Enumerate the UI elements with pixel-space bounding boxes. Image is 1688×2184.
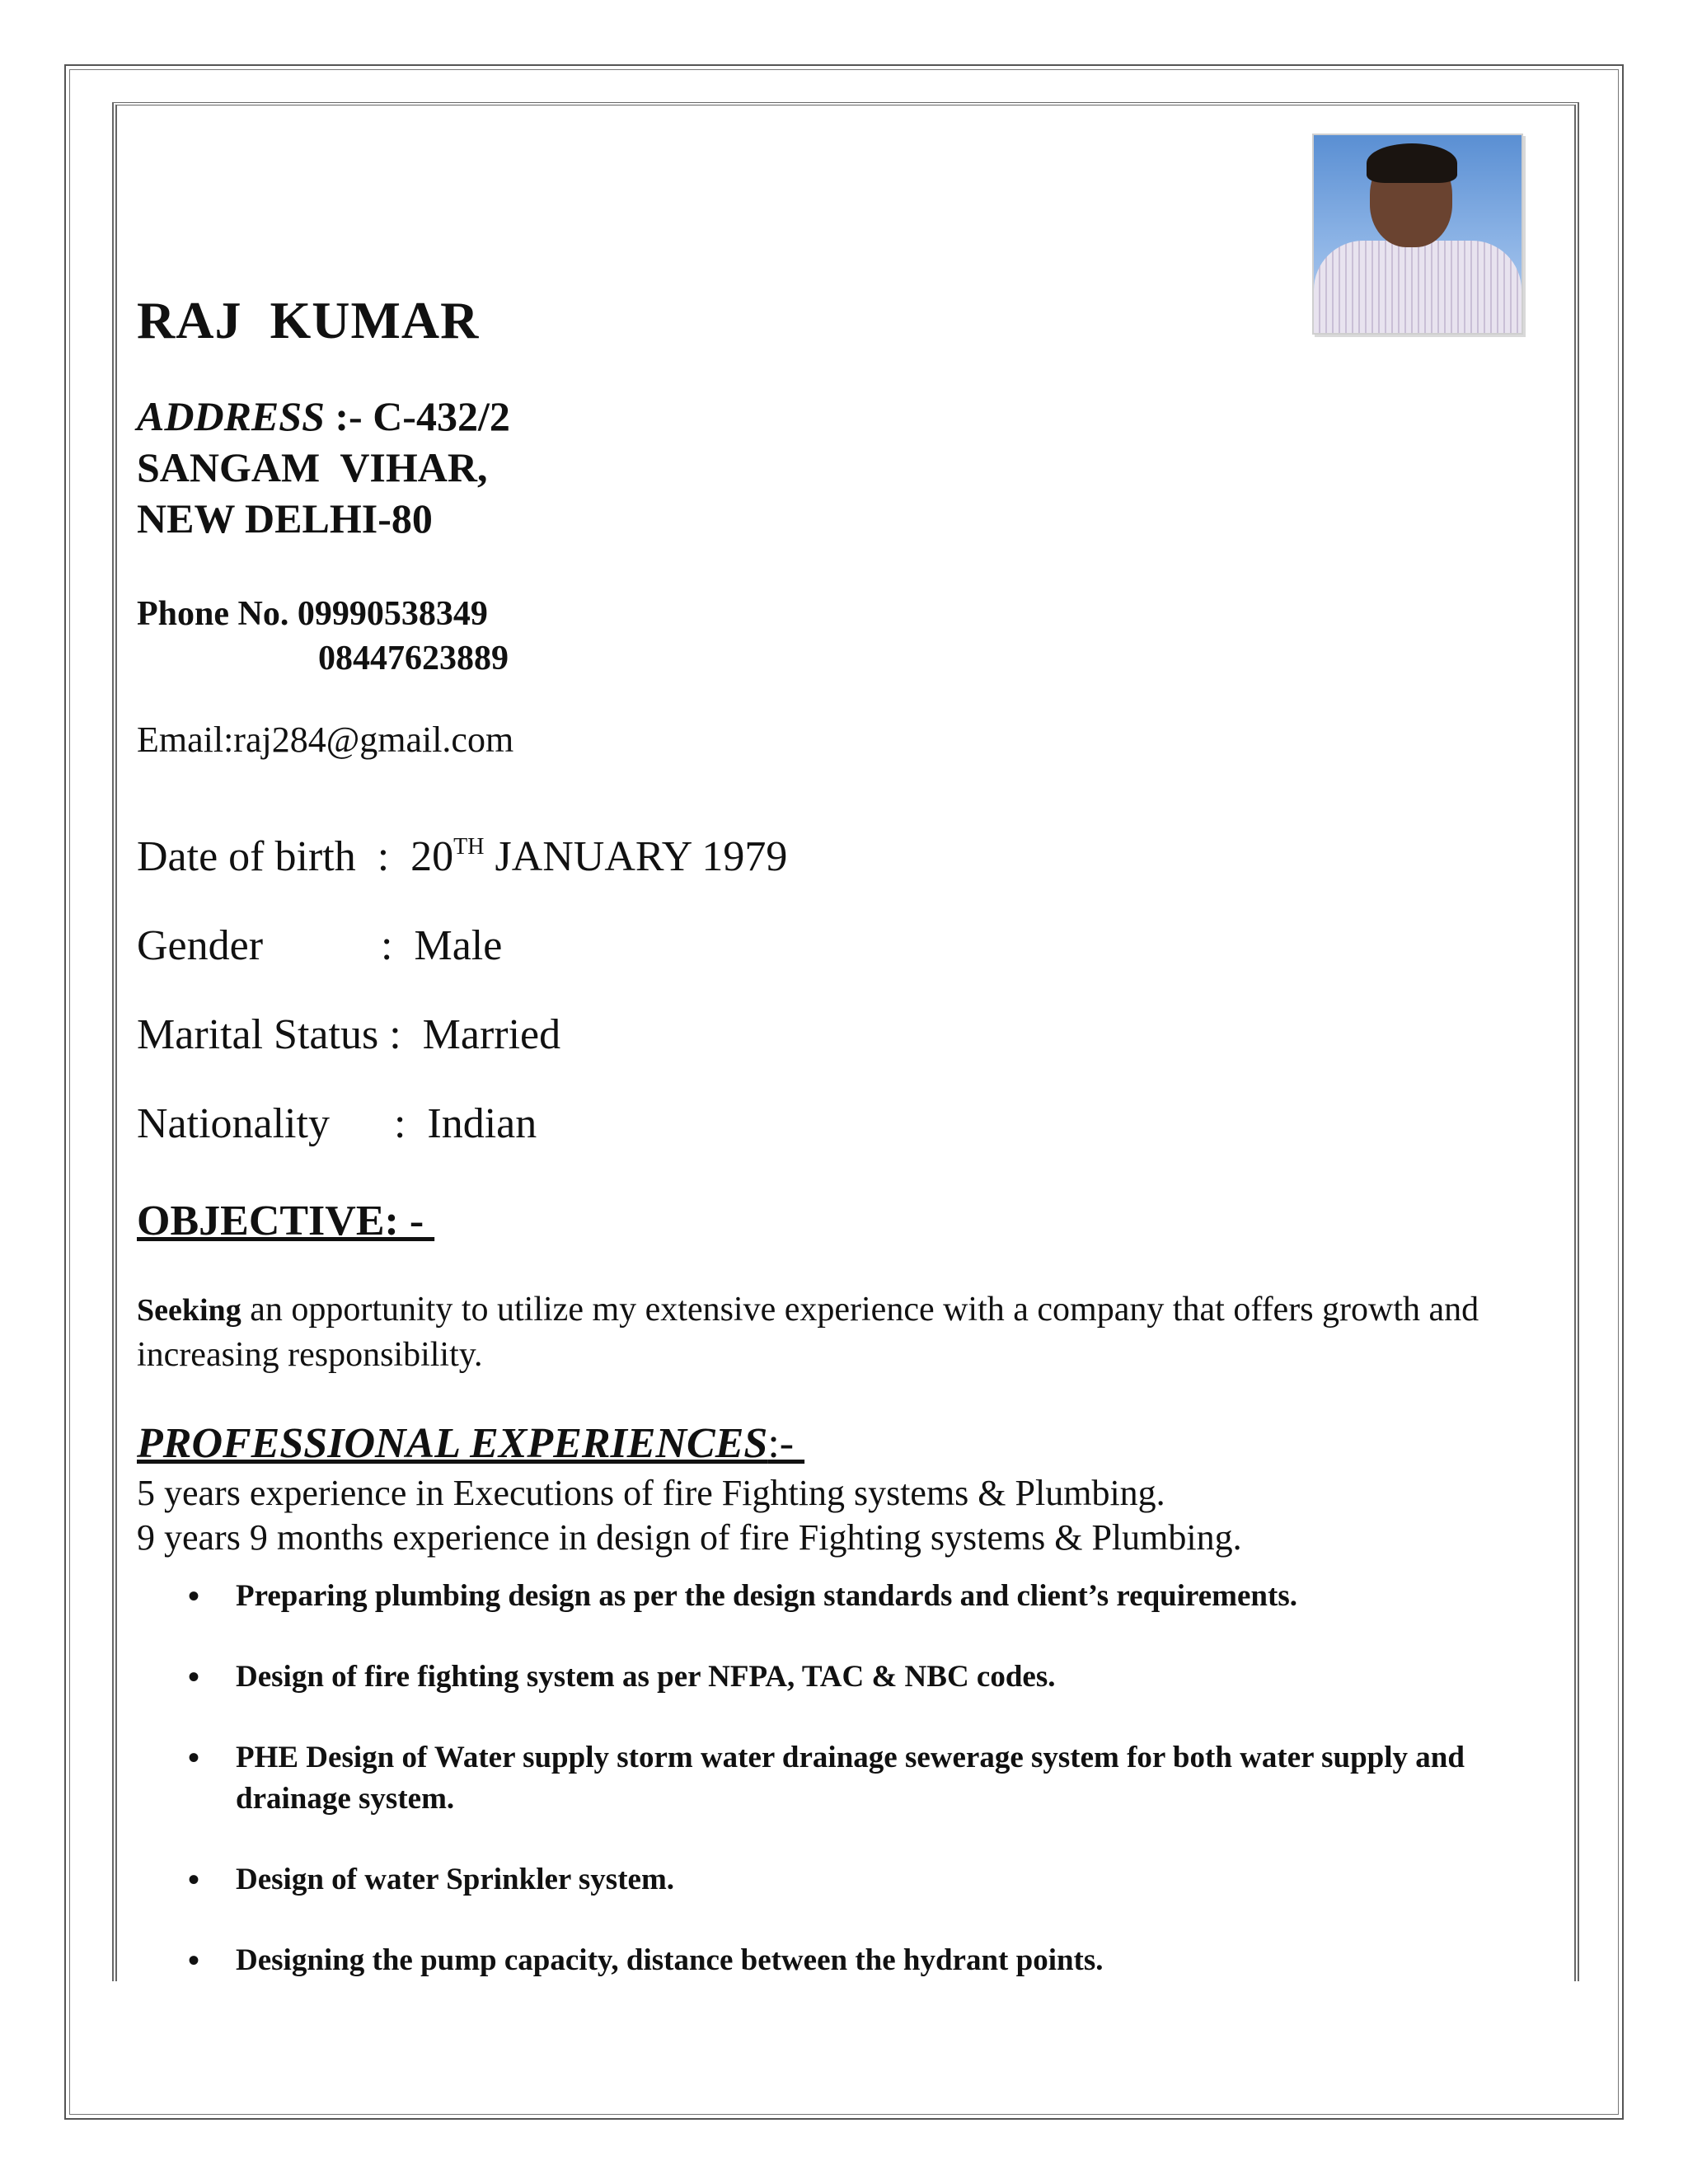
marital-status-row <box>137 1010 560 1059</box>
dob-month-year: JANUARY 1979 <box>484 833 788 880</box>
gender-value: Male <box>414 922 503 969</box>
professional-experience-heading <box>137 1419 804 1468</box>
objective-lead-word: Seeking <box>137 1293 241 1328</box>
bullet-icon: • <box>188 1861 200 1898</box>
photo-shirt <box>1314 241 1522 335</box>
objective-text <box>137 1287 1554 1377</box>
list-item <box>137 1737 1554 1820</box>
bullet-text: PHE Design of Water supply storm water drainage sewerage system for both water supply and drainage system. <box>236 1741 1465 1816</box>
list-item <box>137 1576 1554 1617</box>
phone-number-2: 08447623889 <box>318 640 509 677</box>
list-item <box>137 1940 1554 1981</box>
address-label: ADDRESS <box>137 393 325 439</box>
email-line: Email:raj284@gmail.com <box>137 719 514 760</box>
experience-summary-line-2: 9 years 9 months experience in design of fire Fighting systems & Plumbing. <box>137 1517 1242 1558</box>
marital-status-label: Marital Status <box>137 1011 379 1058</box>
experience-bullet-list <box>137 1576 1554 2021</box>
nationality-value: Indian <box>427 1100 537 1147</box>
phone-label: Phone No. <box>137 595 298 633</box>
bullet-text: Design of water Sprinkler system. <box>236 1863 675 1896</box>
candidate-name: RAJ KUMAR <box>137 291 480 349</box>
dob-suffix: TH <box>453 834 485 860</box>
dob-label: Date of birth <box>137 833 356 880</box>
dob-separator: : <box>355 833 411 880</box>
bullet-icon: • <box>188 1658 200 1695</box>
bullet-text: Preparing plumbing design as per the design standards and client’s requirements. <box>236 1579 1297 1613</box>
objective-heading: OBJECTIVE: - <box>137 1197 435 1244</box>
address-line-3: NEW DELHI-80 <box>137 495 433 541</box>
photo-hair <box>1367 143 1457 183</box>
bullet-icon: • <box>188 1942 200 1979</box>
bullet-text: Designing the pump capacity, distance between the hydrant points. <box>236 1943 1104 1977</box>
professional-experience-title: PROFESSIONAL EXPERIENCES <box>137 1420 768 1467</box>
gender-label: Gender <box>137 922 264 969</box>
bullet-icon: • <box>188 1577 200 1615</box>
experience-summary-line-1: 5 years experience in Executions of fire Fighting systems & Plumbing. <box>137 1473 1165 1513</box>
nationality-row <box>137 1099 537 1148</box>
nationality-separator: : <box>329 1100 428 1147</box>
dob-day: 20 <box>410 833 454 880</box>
phone-block <box>137 592 509 681</box>
nationality-label: Nationality <box>137 1100 330 1147</box>
objective-body: an opportunity to utilize my extensive experience with a company that offers growth and increasing responsibility. <box>137 1291 1479 1374</box>
address-block <box>137 391 510 544</box>
marital-status-separator: : <box>378 1011 423 1058</box>
professional-experience-title-tail: :- <box>767 1420 805 1467</box>
list-item <box>137 1657 1554 1698</box>
dob-row <box>137 832 787 881</box>
gender-row <box>137 921 502 970</box>
address-line-1: :- C-432/2 <box>324 393 510 439</box>
profile-photo <box>1312 134 1523 335</box>
address-line-2: SANGAM VIHAR, <box>137 444 488 490</box>
bullet-text: Design of fire fighting system as per NFPA, TAC & NBC codes. <box>236 1660 1056 1694</box>
marital-status-value: Married <box>422 1011 561 1058</box>
bullet-icon: • <box>188 1739 200 1776</box>
phone-number-1: 09990538349 <box>297 595 488 633</box>
list-item <box>137 1859 1554 1900</box>
gender-separator: : <box>263 922 415 969</box>
